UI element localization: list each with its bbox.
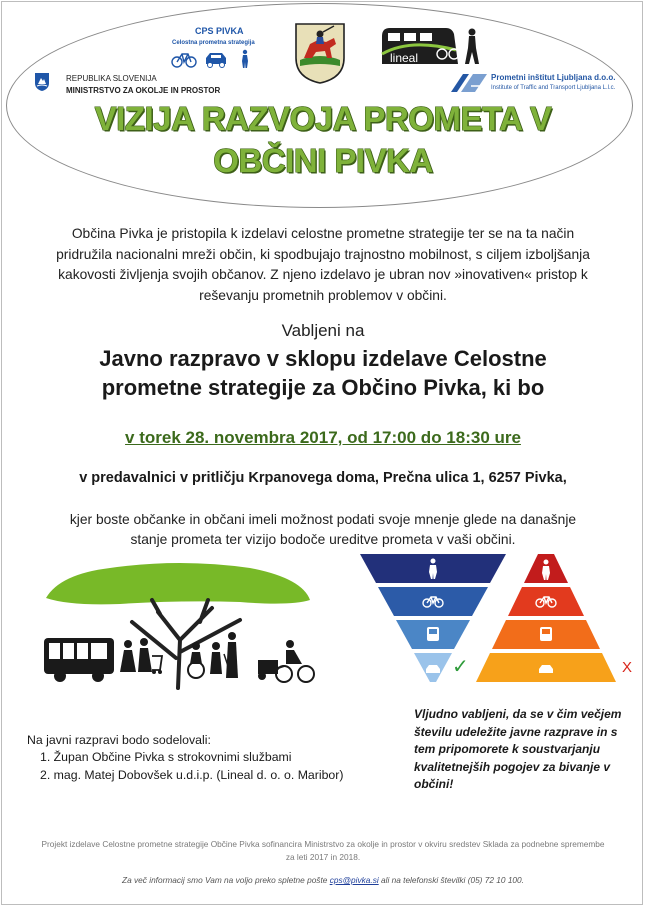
bus-icon <box>427 627 439 641</box>
tree-with-people-illustration <box>40 560 315 690</box>
contact-text-before: Za več informacij smo Vam na voljo preko spletne pošte <box>122 875 330 885</box>
event-title <box>40 344 606 402</box>
event-title-line1: Javno razpravo v sklopu izdelave Celostne <box>99 346 547 371</box>
prometni-institut-logo <box>449 72 489 94</box>
event-title-line2: prometne strategije za Občino Pivka, ki bo <box>101 375 545 400</box>
event-date: v torek 28. novembra 2017, od 17:00 do 18:30 ure <box>125 428 521 447</box>
bus-icon <box>540 627 552 641</box>
institute-line2: Institute of Traffic and Transport Ljubljana L.l.c. <box>491 85 616 91</box>
cps-logo-icons <box>170 49 262 69</box>
ministry-line1: REPUBLIKA SLOVENIJA <box>66 74 157 83</box>
participant-item: 1. Župan Občine Pivka s strokovnimi službami <box>40 750 292 764</box>
bus-icon <box>44 638 114 682</box>
car-icon <box>426 665 440 673</box>
lineal-logo-text: lineal <box>390 51 419 65</box>
main-title <box>20 98 626 182</box>
participant-item: 2. mag. Matej Dobovšek u.d.i.p. (Lineal d. o. o. Maribor) <box>40 767 344 782</box>
slovenia-emblem-icon <box>34 72 50 92</box>
checkmark-icon: ✓ <box>452 654 469 678</box>
tree-trunk <box>132 600 240 688</box>
cross-icon: X <box>622 659 633 676</box>
event-description: kjer boste občanke in občani imeli možnost podati svoje mnenje glede na današnje stanje prometa ter vizijo bodoče ureditve prometa v vaši občini. <box>69 512 577 547</box>
invitation-label: Vabljeni na <box>281 321 365 340</box>
ministry-line2: MINISTRSTVO ZA OKOLJE IN PROSTOR <box>66 86 221 95</box>
contact-email-link[interactable]: cps@pivka.si <box>329 875 379 885</box>
mobility-pyramid-illustration <box>358 552 640 690</box>
people-silhouettes-icon <box>120 632 314 682</box>
tree-canopy <box>46 563 310 604</box>
closing-invitation: Vljudno vabljeni, da se v čim večjem številu udeležite javne razprave in s tem pripomorete k soustvarjanju kvalitetnejših pogojev za bivanje v občini! <box>414 707 622 791</box>
pedestrian-icon <box>242 50 248 68</box>
contact-text-after: ali na telefonski številki (05) 72 10 100. <box>378 875 524 885</box>
event-venue: v predavalnici v pritličju Krpanovega doma, Prečna ulica 1, 6257 Pivka, <box>79 470 567 486</box>
cps-logo-title: CPS PIVKA <box>195 26 244 36</box>
intro-paragraph: Občina Pivka je pristopila k izdelavi celostne prometne strategije ter se na ta način pridružila nacionalni mreži občin, ki spodbujajo trajnostno mobilnost, s ciljem izboljšanja kakovosti življenja svojih občanov. Z njeno izdelavo je ubran nov »inovativen« pristop k reševanju prometnih problemov v občini. <box>56 226 590 303</box>
lineal-logo <box>380 24 480 66</box>
participants-title: Na javni razpravi bodo sodelovali: <box>27 733 211 747</box>
car-icon <box>206 53 226 68</box>
inverted-sustainable-pyramid <box>360 554 506 682</box>
participants-list <box>40 749 343 784</box>
main-title-line1: VIZIJA RAZVOJA PROMETA V <box>94 100 552 137</box>
pivka-coat-of-arms <box>294 22 346 84</box>
bicycle-icon <box>172 54 196 67</box>
funding-note: Projekt izdelave Celostne prometne strategije Občine Pivka sofinancira Ministrstvo za okolje in prostor v okviru sredstev Sklada za podnebne spremembe za leti 2017 in 2018. <box>41 839 605 862</box>
institute-line1: Prometni inštitut Ljubljana d.o.o. <box>491 73 616 82</box>
main-title-line2: OBČINI PIVKA <box>213 142 433 179</box>
cps-logo-subtitle: Celostna prometna strategija <box>172 40 255 46</box>
contact-note <box>40 875 606 885</box>
